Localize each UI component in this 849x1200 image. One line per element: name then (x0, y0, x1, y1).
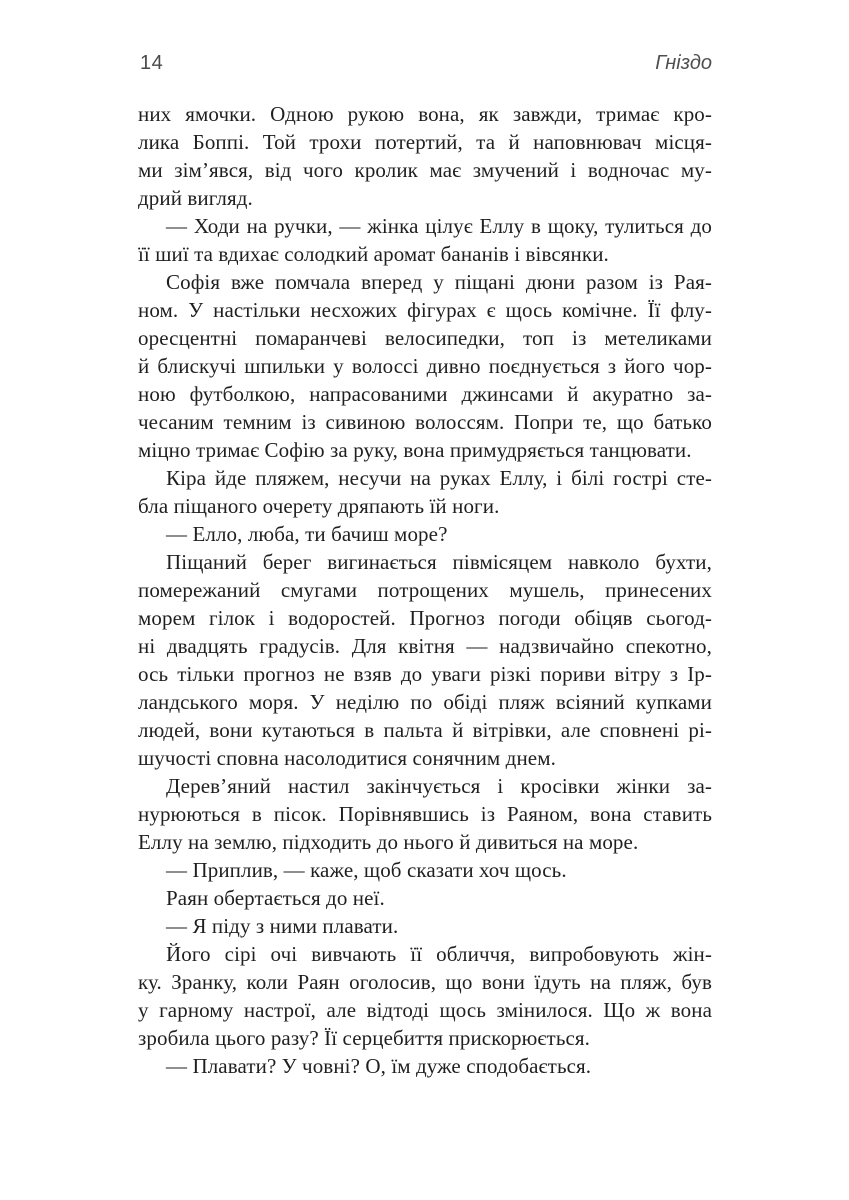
text-line: — Плавати? У човні? О, їм дуже сподобається. (166, 1054, 592, 1078)
paragraph (138, 212, 712, 268)
text-line: Дерев’яний настил закінчується і кросівки жінки за- (166, 774, 712, 798)
text-line: — Я піду з ними плавати. (166, 914, 399, 938)
text-line: у гарному настрої, але відтоді щось змінилося. Що ж вона (138, 998, 712, 1022)
text-line: морем гілок і водоростей. Прогноз погоди обіцяв сьогод- (138, 606, 712, 630)
text-line: Кіра йде пляжем, несучи на руках Еллу, і білі гострі сте- (166, 466, 712, 490)
text-line: — Елло, люба, ти бачиш море? (166, 522, 448, 546)
text-line: помережаний смугами потрощених мушель, принесених (138, 578, 712, 602)
text-line: людей, вони кутаються в пальта й вітрівки, але сповнені рі- (138, 718, 712, 742)
running-header (140, 52, 712, 78)
text-line: чесаним темним із сивиною волоссям. Попри те, що батько (138, 410, 712, 434)
text-line: дрий вигляд. (138, 186, 253, 210)
text-line: шучості сповна насолодитися сонячним днем. (138, 746, 556, 770)
text-line: Еллу на землю, підходить до нього й дивиться на море. (138, 830, 639, 854)
page-number: 14 (140, 52, 164, 74)
text-line: й блискучі шпильки у волоссі дивно поєднується з його чор- (138, 354, 712, 378)
paragraph (138, 520, 712, 548)
text-line: ном. У настільки несхожих фігурах є щось комічне. Її флу- (138, 298, 712, 322)
body-text (138, 100, 712, 1080)
paragraph (138, 268, 712, 464)
text-line: Його сірі очі вивчають її обличчя, випробовують жін- (166, 942, 712, 966)
paragraph (138, 940, 712, 1052)
text-line: — Ходи на ручки, — жінка цілує Еллу в щоку, тулиться до (166, 214, 712, 238)
text-line: Софія вже помчала вперед у піщані дюни разом із Рая- (166, 270, 712, 294)
running-title: Гніздо (655, 52, 712, 74)
text-line: нурюються в пісок. Порівнявшись із Раяном, вона ставить (138, 802, 712, 826)
text-line: Раян обертається до неї. (166, 886, 385, 910)
text-line: ною футболкою, напрасованими джинсами й акуратно за- (138, 382, 712, 406)
text-line: ось тільки прогноз не взяв до уваги різкі пориви вітру з Ір- (138, 662, 712, 686)
text-line: ландського моря. У неділю по обіді пляж всіяний купками (138, 690, 712, 714)
text-line: зробила цього разу? Її серцебиття прискорюється. (138, 1026, 591, 1050)
paragraph (138, 856, 712, 884)
paragraph (138, 548, 712, 772)
text-line: ку. Зранку, коли Раян оголосив, що вони їдуть на пляж, був (138, 970, 712, 994)
paragraph (138, 772, 712, 856)
text-line: міцно тримає Софію за руку, вона примудряється танцювати. (138, 438, 692, 462)
text-line: ми зім’явся, від чого кролик має змучений і водночас му- (138, 158, 712, 182)
paragraph (138, 884, 712, 912)
paragraph (138, 464, 712, 520)
text-line: них ямочки. Одною рукою вона, як завжди, тримає кро- (138, 102, 712, 126)
text-line: бла піщаного очерету дряпають їй ноги. (138, 494, 500, 518)
text-line: оресцентні помаранчеві велосипедки, топ із метеликами (138, 326, 712, 350)
text-line: — Приплив, — каже, щоб сказати хоч щось. (166, 858, 567, 882)
text-line: Піщаний берег вигинається півмісяцем навколо бухти, (166, 550, 712, 574)
paragraph (138, 912, 712, 940)
text-line: її шиї та вдихає солодкий аромат бананів і вівсянки. (138, 242, 609, 266)
paragraph (138, 100, 712, 212)
text-line: лика Боппі. Той трохи потертий, та й наповнювач місця- (138, 130, 712, 154)
text-line: ні двадцять градусів. Для квітня — надзвичайно спекотно, (138, 634, 712, 658)
paragraph (138, 1052, 712, 1080)
